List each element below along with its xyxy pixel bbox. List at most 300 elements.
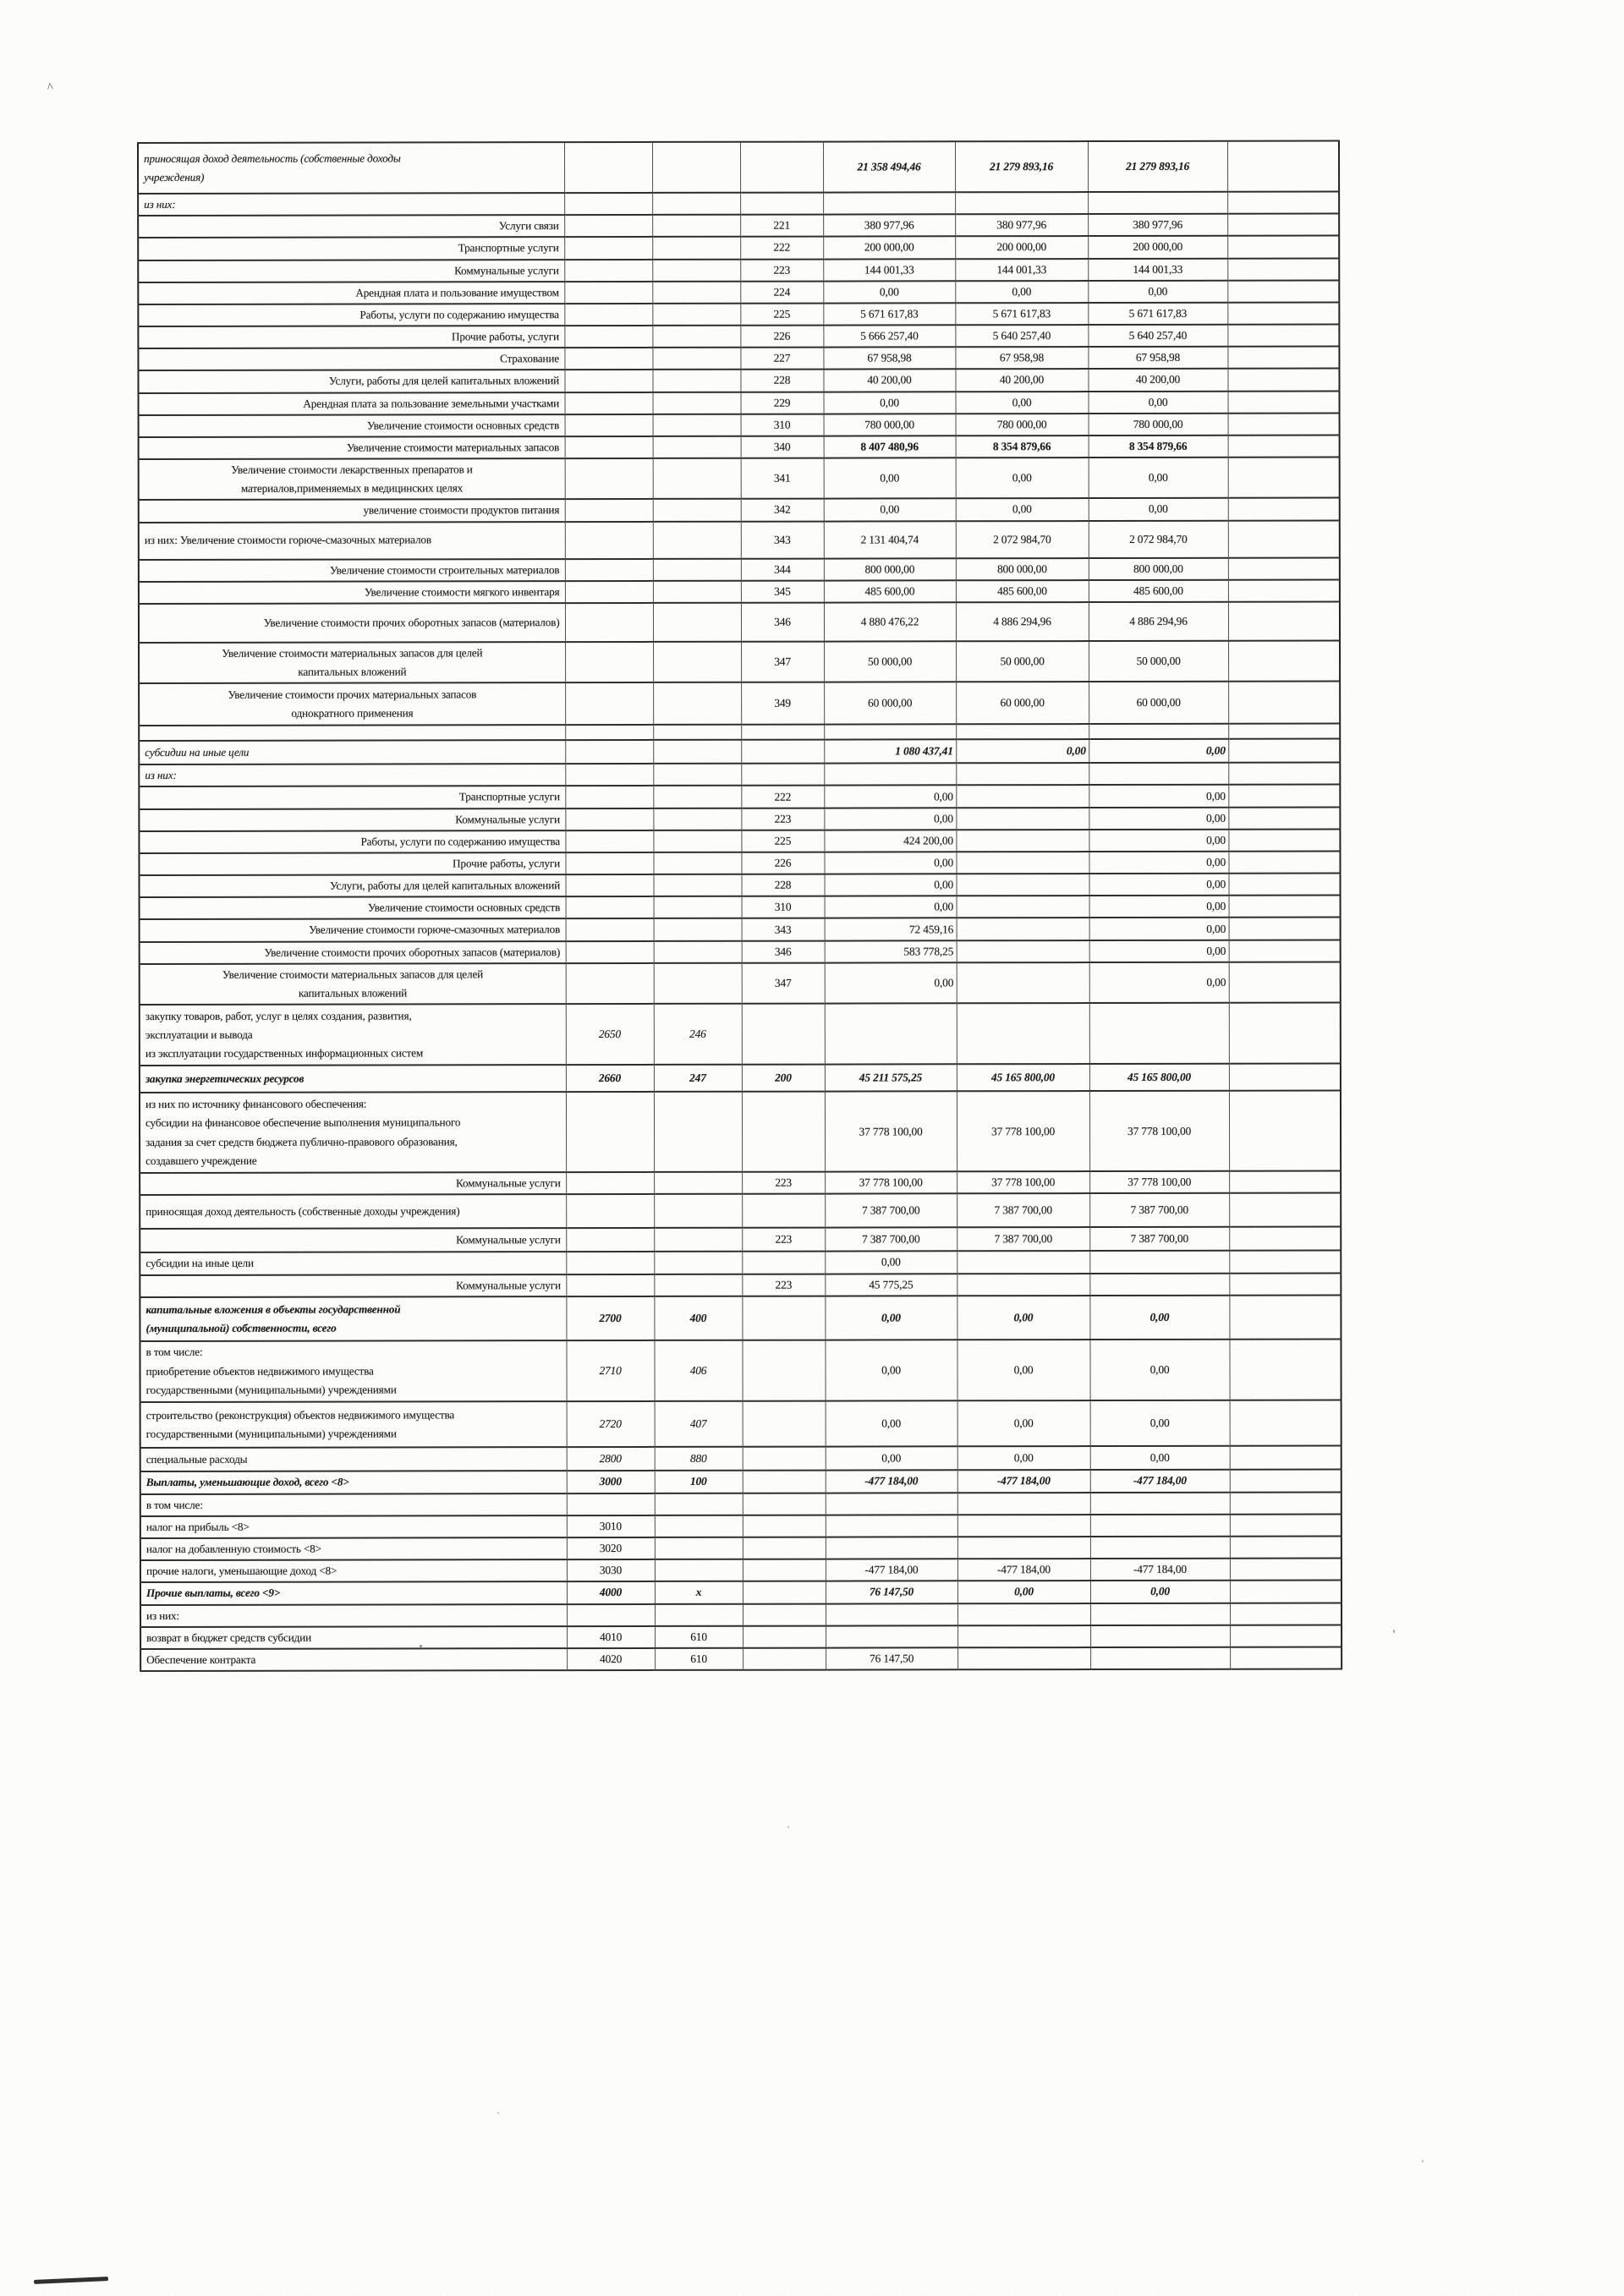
amount-cell-2 (956, 852, 1089, 874)
scan-speck (1393, 1630, 1395, 1633)
kosgu-code-cell: 223 (741, 808, 824, 830)
amount-cell-1: 380 977,96 (823, 214, 955, 236)
trailing-cell (1229, 1064, 1341, 1091)
kosgu-code-cell (743, 1581, 826, 1603)
amount-cell-1: 780 000,00 (824, 414, 956, 436)
amount-cell-2 (956, 785, 1089, 807)
amount-cell-3: 2 072 984,70 (1089, 520, 1228, 557)
line-code-cell (565, 414, 653, 436)
amount-cell-2: 40 200,00 (955, 369, 1088, 391)
kosgu-code-cell: 226 (740, 326, 823, 348)
trailing-cell (1229, 1273, 1341, 1295)
kosgu-code-cell (741, 764, 824, 786)
kosgu-code-cell: 223 (742, 1172, 825, 1194)
analytic-code-cell (653, 499, 741, 521)
analytic-code-cell (655, 1493, 743, 1515)
analytic-code-cell (654, 1274, 742, 1296)
indicator-cell: налог на добавленную стоимость <8> (140, 1537, 567, 1560)
line-code-cell: 4020 (567, 1648, 655, 1670)
kosgu-code-cell: 229 (741, 392, 824, 414)
table-row (139, 601, 1340, 642)
kosgu-code-cell (743, 1515, 826, 1537)
indicator-cell: налог на прибыль <8> (140, 1515, 567, 1538)
trailing-cell (1227, 280, 1339, 302)
kosgu-code-cell: 310 (741, 414, 824, 436)
analytic-code-cell: 247 (654, 1065, 742, 1092)
kosgu-code-cell: 222 (741, 786, 824, 808)
amount-cell-3: 0,00 (1089, 940, 1229, 962)
amount-cell-3: -477 184,00 (1090, 1559, 1230, 1581)
trailing-cell (1228, 829, 1340, 851)
line-code-cell: 3000 (567, 1471, 655, 1493)
indicator-cell: из них: (140, 1604, 567, 1627)
line-code-cell (565, 764, 653, 786)
line-code-cell (565, 522, 653, 559)
line-code-cell: 2800 (567, 1447, 655, 1471)
amount-cell-1: 60 000,00 (824, 682, 956, 725)
trailing-cell (1230, 1514, 1341, 1536)
trailing-cell (1229, 1171, 1341, 1193)
analytic-code-cell (654, 1194, 742, 1228)
analytic-code-cell (654, 1172, 742, 1194)
line-code-cell: 4000 (567, 1581, 655, 1603)
amount-cell-2: 7 387 700,00 (957, 1193, 1089, 1227)
analytic-code-cell (653, 830, 741, 852)
kosgu-code-cell: 344 (741, 558, 824, 580)
amount-cell-2: 67 958,98 (955, 347, 1088, 369)
table-row (140, 1625, 1341, 1649)
indicator-cell: Увеличение стоимости прочих материальных запасов однократного применения (139, 682, 565, 726)
kosgu-code-cell: 225 (740, 303, 823, 325)
trailing-cell (1228, 458, 1340, 499)
amount-cell-3: 37 778 100,00 (1089, 1091, 1229, 1171)
trailing-cell (1230, 1603, 1341, 1625)
amount-cell-3 (1090, 1515, 1230, 1537)
amount-cell-1: 0,00 (824, 392, 956, 414)
amount-cell-3: 0,00 (1090, 1581, 1230, 1603)
amount-cell-2 (957, 1003, 1089, 1064)
trailing-cell (1229, 1227, 1341, 1251)
analytic-code-cell: 610 (655, 1648, 743, 1670)
analytic-code-cell: 610 (655, 1625, 743, 1647)
amount-cell-2 (955, 192, 1088, 214)
amount-cell-2: 21 279 893,16 (955, 141, 1088, 192)
amount-cell-3 (1090, 1603, 1230, 1625)
amount-cell-2: 8 354 879,66 (956, 436, 1089, 458)
amount-cell-3: 0,00 (1089, 962, 1229, 1004)
amount-cell-3: 380 977,96 (1088, 214, 1227, 236)
trailing-cell (1228, 520, 1340, 557)
amount-cell-1: 0,00 (824, 786, 956, 808)
amount-cell-1: 0,00 (825, 874, 957, 896)
table-row (139, 458, 1340, 501)
indicator-cell: Коммунальные услуги (140, 1228, 566, 1252)
table-row (140, 874, 1341, 898)
analytic-code-cell: 406 (654, 1340, 742, 1400)
table-row (138, 369, 1339, 393)
trailing-cell (1229, 1193, 1341, 1227)
amount-cell-2: 144 001,33 (955, 259, 1088, 281)
trailing-cell (1229, 918, 1341, 940)
trailing-cell (1230, 1647, 1341, 1669)
indicator-cell: Транспортные услуги (139, 786, 565, 809)
trailing-cell (1230, 1625, 1341, 1647)
kosgu-code-cell: 223 (740, 259, 823, 281)
analytic-code-cell (654, 874, 742, 896)
line-code-cell (565, 642, 653, 683)
amount-cell-1: 0,00 (825, 1340, 957, 1400)
amount-cell-2 (956, 830, 1089, 852)
amount-cell-3: 7 387 700,00 (1089, 1227, 1229, 1251)
scan-corner-mark: ^ (46, 80, 55, 96)
analytic-code-cell (653, 852, 741, 874)
kosgu-code-cell: 221 (740, 215, 823, 237)
kosgu-code-cell: 346 (741, 603, 824, 642)
table-row (138, 236, 1339, 260)
trailing-cell (1229, 874, 1341, 896)
analytic-code-cell (653, 808, 741, 830)
line-code-cell (565, 458, 653, 500)
amount-cell-2: 0,00 (957, 1400, 1090, 1446)
analytic-code-cell (654, 1092, 742, 1172)
line-code-cell (566, 874, 654, 896)
table-row (140, 1400, 1341, 1447)
indicator-cell: Коммунальные услуги (138, 260, 564, 282)
kosgu-code-cell: 346 (742, 940, 825, 962)
indicator-cell: Арендная плата и пользование имуществом (138, 282, 564, 304)
amount-cell-2 (957, 1625, 1090, 1647)
indicator-cell: приносящая доход деятельность (собственные доходы учреждения) (140, 1194, 566, 1229)
analytic-code-cell (654, 896, 742, 918)
trailing-cell (1228, 807, 1340, 829)
kosgu-code-cell: 341 (741, 458, 824, 500)
line-code-cell (566, 963, 654, 1005)
line-code-cell: 2660 (566, 1065, 654, 1092)
kosgu-code-cell (743, 1647, 826, 1669)
trailing-cell (1228, 391, 1340, 413)
amount-cell-1: 4 880 476,22 (824, 602, 956, 641)
kosgu-code-cell (743, 1537, 826, 1559)
amount-cell-1: 0,00 (823, 281, 955, 303)
indicator-cell (139, 725, 565, 741)
kosgu-code-cell (743, 1493, 826, 1515)
kosgu-code-cell (741, 725, 824, 740)
trailing-cell (1227, 325, 1339, 347)
table-row (139, 682, 1340, 726)
trailing-cell (1229, 962, 1341, 1003)
kosgu-code-cell (740, 193, 823, 215)
amount-cell-2 (957, 874, 1089, 896)
analytic-code-cell (653, 458, 741, 500)
analytic-code-cell (652, 215, 740, 237)
amount-cell-2 (957, 1251, 1089, 1273)
amount-cell-1 (826, 1515, 957, 1537)
trailing-cell (1230, 1492, 1341, 1514)
trailing-cell (1227, 141, 1339, 192)
trailing-cell (1227, 347, 1339, 369)
analytic-code-cell: 246 (654, 1004, 742, 1065)
kosgu-code-cell: 343 (742, 918, 825, 940)
amount-cell-2: 2 072 984,70 (956, 521, 1089, 558)
indicator-cell: Прочие работы, услуги (139, 852, 565, 875)
amount-cell-3 (1089, 1273, 1229, 1295)
amount-cell-2: 5 671 617,83 (955, 303, 1088, 325)
trailing-cell (1229, 1003, 1341, 1064)
trailing-cell (1229, 1251, 1341, 1273)
kosgu-code-cell (742, 1296, 825, 1340)
indicator-cell: в том числе: (140, 1493, 567, 1516)
line-code-cell: 3030 (567, 1559, 655, 1581)
indicator-cell: закупка энергетических ресурсов (140, 1065, 566, 1093)
indicator-cell: Страхование (138, 348, 564, 370)
trailing-cell (1228, 413, 1340, 435)
amount-cell-3: 485 600,00 (1089, 579, 1228, 601)
analytic-code-cell (653, 682, 741, 725)
table-row (139, 520, 1340, 559)
amount-cell-3 (1089, 1003, 1229, 1064)
indicator-cell: из них по источнику финансового обеспечения: субсидии на финансовое обеспечение выполнения муниципального задания за счет средств бюджета публично-правового образования, создавшего учреждение (140, 1092, 566, 1173)
amount-cell-1: 40 200,00 (823, 370, 955, 392)
table-row (138, 280, 1339, 304)
kosgu-code-cell: 343 (741, 521, 824, 558)
table-row (140, 1492, 1341, 1516)
amount-cell-3: 37 778 100,00 (1089, 1171, 1229, 1193)
line-code-cell (566, 918, 654, 940)
amount-cell-3 (1089, 724, 1228, 739)
indicator-cell: Прочие выплаты, всего <9> (140, 1581, 567, 1604)
line-code-cell: 4010 (567, 1626, 655, 1648)
table-body (138, 141, 1341, 1672)
trailing-cell (1229, 1339, 1341, 1400)
kosgu-code-cell: 223 (742, 1228, 825, 1252)
indicator-cell: возврат в бюджет средств субсидии (140, 1626, 567, 1649)
amount-cell-2 (957, 1603, 1090, 1625)
line-code-cell (564, 370, 652, 392)
amount-cell-2 (956, 724, 1089, 739)
line-code-cell (566, 941, 654, 963)
analytic-code-cell (654, 1252, 742, 1274)
amount-cell-2: 0,00 (956, 392, 1089, 414)
table-row (140, 1581, 1341, 1605)
amount-cell-1: 76 147,50 (826, 1581, 957, 1603)
amount-cell-2 (956, 763, 1089, 785)
indicator-cell: Выплаты, уменьшающие доход, всего <8> (140, 1471, 567, 1494)
amount-cell-2: 0,00 (955, 281, 1088, 303)
amount-cell-1 (824, 725, 956, 740)
table-row (140, 1647, 1341, 1671)
line-code-cell (566, 1194, 654, 1228)
table-row (138, 325, 1339, 349)
amount-cell-3 (1090, 1492, 1230, 1514)
amount-cell-2: 485 600,00 (956, 580, 1089, 602)
analytic-code-cell (652, 193, 740, 215)
analytic-code-cell (653, 603, 741, 642)
amount-cell-3: 8 354 879,66 (1089, 436, 1228, 458)
indicator-cell: Услуги, работы для целей капитальных вложений (140, 874, 566, 897)
indicator-cell: Увеличение стоимости горюче-смазочных материалов (140, 919, 566, 942)
amount-cell-1: 7 387 700,00 (825, 1194, 957, 1228)
amount-cell-3: 7 387 700,00 (1089, 1193, 1229, 1227)
line-code-cell (564, 237, 652, 259)
amount-cell-2: -477 184,00 (957, 1559, 1090, 1581)
amount-cell-1: 72 459,16 (825, 918, 957, 940)
line-code-cell: 2700 (566, 1296, 654, 1340)
amount-cell-3: 200 000,00 (1088, 236, 1227, 258)
line-code-cell (564, 282, 652, 304)
amount-cell-1: 67 958,98 (823, 348, 955, 370)
kosgu-code-cell: 227 (740, 348, 823, 370)
table-row (140, 1339, 1341, 1401)
table-row (140, 1227, 1341, 1252)
amount-cell-1 (823, 192, 955, 214)
trailing-cell (1230, 1581, 1341, 1603)
amount-cell-1: 8 407 480,96 (824, 436, 956, 458)
table-row (140, 1193, 1341, 1229)
amount-cell-3: 60 000,00 (1089, 682, 1228, 724)
scan-speck (420, 1645, 422, 1647)
line-code-cell (565, 603, 653, 642)
indicator-cell: Арендная плата за пользование земельными участками (139, 392, 565, 415)
line-code-cell: 3020 (567, 1537, 655, 1559)
analytic-code-cell (652, 281, 740, 303)
kosgu-code-cell: 226 (741, 852, 824, 874)
kosgu-code-cell (743, 1603, 826, 1625)
table-row (139, 498, 1340, 523)
amount-cell-2: 0,00 (957, 1340, 1089, 1400)
amount-cell-1: 0,00 (826, 1400, 957, 1446)
amount-cell-1: 485 600,00 (824, 580, 956, 602)
amount-cell-2: 0,00 (956, 739, 1089, 763)
table-row (138, 214, 1339, 238)
line-code-cell (565, 682, 653, 725)
indicator-cell: Услуги связи (138, 215, 564, 238)
analytic-code-cell: x (655, 1581, 743, 1603)
kosgu-code-cell: 200 (742, 1065, 825, 1092)
amount-cell-2: 0,00 (957, 1446, 1090, 1470)
line-code-cell: 2650 (566, 1004, 654, 1065)
scan-speck (1422, 2160, 1424, 2162)
amount-cell-2 (957, 1493, 1090, 1515)
kosgu-code-cell: 228 (742, 874, 825, 896)
table-row (139, 851, 1340, 875)
amount-cell-2 (957, 962, 1089, 1004)
analytic-code-cell (654, 963, 742, 1005)
table-row (139, 640, 1340, 683)
trailing-cell (1229, 896, 1341, 918)
table-row (140, 1295, 1341, 1340)
amount-cell-2: 5 640 257,40 (955, 325, 1088, 347)
analytic-code-cell: 407 (655, 1400, 743, 1446)
analytic-code-cell (653, 786, 741, 808)
amount-cell-3: 0,00 (1089, 785, 1228, 807)
amount-cell-2: 37 778 100,00 (957, 1091, 1089, 1171)
analytic-code-cell (653, 414, 741, 436)
table-row (140, 1273, 1341, 1297)
kosgu-code-cell: 340 (741, 436, 824, 458)
amount-cell-1 (826, 1603, 957, 1625)
trailing-cell (1229, 1295, 1341, 1339)
analytic-code-cell (652, 142, 740, 193)
amount-cell-2: 37 778 100,00 (957, 1171, 1089, 1193)
analytic-code-cell (652, 259, 740, 281)
analytic-code-cell (654, 1228, 742, 1252)
amount-cell-3: 0,00 (1089, 498, 1228, 520)
trailing-cell (1229, 1091, 1341, 1171)
line-code-cell (566, 1228, 654, 1252)
amount-cell-1: 2 131 404,74 (824, 521, 956, 558)
kosgu-code-cell: 223 (742, 1274, 825, 1296)
amount-cell-2: 780 000,00 (956, 414, 1089, 436)
indicator-cell: Увеличение стоимости материальных запасов для целей капитальных вложений (139, 642, 565, 683)
line-code-cell (564, 304, 652, 326)
amount-cell-3: 0,00 (1089, 458, 1228, 499)
table-row (140, 1064, 1341, 1093)
analytic-code-cell (652, 237, 740, 259)
analytic-code-cell (653, 581, 741, 603)
amount-cell-3: -477 184,00 (1090, 1469, 1230, 1492)
table-row (140, 1603, 1341, 1627)
kosgu-code-cell: 222 (740, 237, 823, 259)
trailing-cell (1228, 640, 1340, 682)
kosgu-code-cell (742, 1194, 825, 1228)
amount-cell-3: 0,00 (1090, 1445, 1230, 1469)
trailing-cell (1229, 940, 1341, 962)
indicator-cell: Увеличение стоимости материальных запасов для целей капитальных вложений (140, 963, 566, 1005)
trailing-cell (1230, 1445, 1341, 1469)
indicator-cell: Услуги, работы для целей капитальных вложений (138, 370, 564, 392)
line-code-cell (564, 215, 652, 237)
indicator-cell: увеличение стоимости продуктов питания (139, 500, 565, 523)
indicator-cell: в том числе: приобретение объектов недвижимого имущества государственными (муниципальными) учреждениями (140, 1340, 566, 1402)
line-code-cell (566, 1172, 654, 1194)
table-row (138, 258, 1339, 282)
table-row (140, 1469, 1341, 1493)
amount-cell-2: 800 000,00 (956, 558, 1089, 580)
scan-edge-artifact (34, 2277, 108, 2284)
trailing-cell (1228, 724, 1340, 739)
indicator-cell: специальные расходы (140, 1447, 567, 1471)
amount-cell-3: 0,00 (1089, 1339, 1229, 1400)
amount-cell-2 (957, 918, 1089, 940)
kosgu-code-cell (743, 1559, 826, 1581)
table-row (139, 785, 1340, 809)
kosgu-code-cell: 345 (741, 580, 824, 602)
amount-cell-2: 4 886 294,96 (956, 602, 1089, 641)
kosgu-code-cell (743, 1446, 826, 1470)
kosgu-code-cell: 310 (742, 896, 825, 918)
table-row (139, 739, 1340, 764)
analytic-code-cell (653, 521, 741, 558)
trailing-cell (1228, 763, 1340, 785)
indicator-cell: Увеличение стоимости материальных запасов (139, 436, 565, 459)
line-code-cell (567, 1493, 655, 1515)
indicator-cell: Коммунальные услуги (139, 808, 565, 831)
amount-cell-2 (957, 1647, 1090, 1669)
table-row (138, 302, 1339, 326)
table-row (140, 1445, 1341, 1471)
table-row (139, 391, 1340, 415)
analytic-code-cell (652, 348, 740, 370)
kosgu-code-cell (742, 1252, 825, 1274)
amount-cell-2 (957, 1274, 1089, 1296)
table-row (139, 763, 1340, 787)
kosgu-code-cell (742, 1004, 825, 1065)
amount-cell-3: 780 000,00 (1089, 413, 1228, 435)
table-row (138, 347, 1339, 371)
amount-cell-3: 144 001,33 (1088, 258, 1227, 280)
line-code-cell (565, 392, 653, 414)
kosgu-code-cell (743, 1625, 826, 1647)
